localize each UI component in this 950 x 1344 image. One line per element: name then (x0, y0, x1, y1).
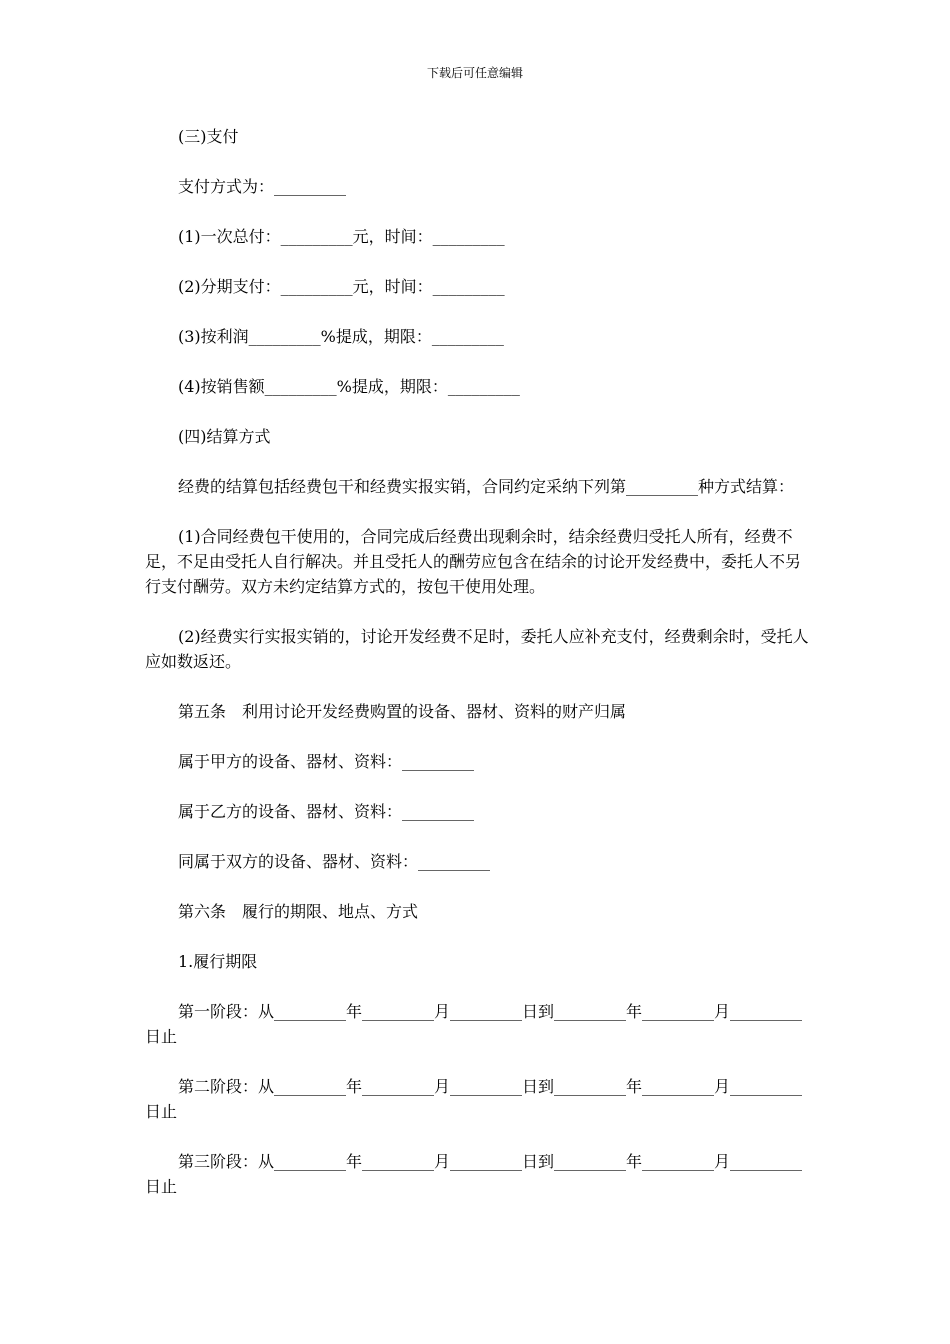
article-six-heading: 第六条 履行的期限、地点、方式 (178, 902, 419, 921)
section-heading-payment: (三)支付 (178, 127, 239, 146)
payment-option-profit-share: (3)按利润_________%提成，期限：_________ (178, 327, 504, 346)
payment-option-sales-share: (4)按销售额_________%提成，期限：_________ (178, 377, 520, 396)
settlement-actual-cost: (2)经费实行实报实销的，讨论开发经费不足时，委托人应补充支付，经费剩余时，受托人应如数返还。 (145, 627, 809, 671)
settlement-lump-sum: (1)合同经费包干使用的，合同完成后经费出现剩余时，结余经费归受托人所有，经费不足，不足由受托人自行解决。并且受托人的酬劳应包含在结余的讨论开发经费中，委托人不另行支付酬劳。双方未约定结算方式的，按包干使用处理。 (145, 527, 802, 596)
payment-method-line: 支付方式为：_________ (178, 177, 347, 196)
page-header: 下载后可任意编辑 (426, 66, 523, 80)
payment-option-installment: (2)分期支付：_________元，时间：_________ (178, 277, 505, 296)
settlement-intro: 经费的结算包括经费包干和经费实报实销，合同约定采纳下列第_________种方式结算： (178, 477, 795, 496)
stage-two-period: 第二阶段：从_________年_________月_________日到_________年_________月_________日止 (145, 1077, 803, 1121)
performance-period-heading: 1.履行期限 (178, 952, 258, 971)
payment-option-lump-sum: (1)一次总付：_________元，时间：_________ (178, 227, 505, 246)
stage-one-period: 第一阶段：从_________年_________月_________日到_________年_________月_________日止 (145, 1002, 803, 1046)
section-heading-settlement: (四)结算方式 (178, 427, 271, 446)
article-five-heading: 第五条 利用讨论开发经费购置的设备、器材、资料的财产归属 (178, 702, 627, 721)
property-joint: 同属于双方的设备、器材、资料：_________ (178, 852, 491, 871)
stage-three-period: 第三阶段：从_________年_________月_________日到_________年_________月_________日止 (145, 1152, 803, 1196)
property-party-b: 属于乙方的设备、器材、资料：_________ (178, 802, 475, 821)
property-party-a: 属于甲方的设备、器材、资料：_________ (178, 752, 475, 771)
document-body (145, 124, 810, 1224)
